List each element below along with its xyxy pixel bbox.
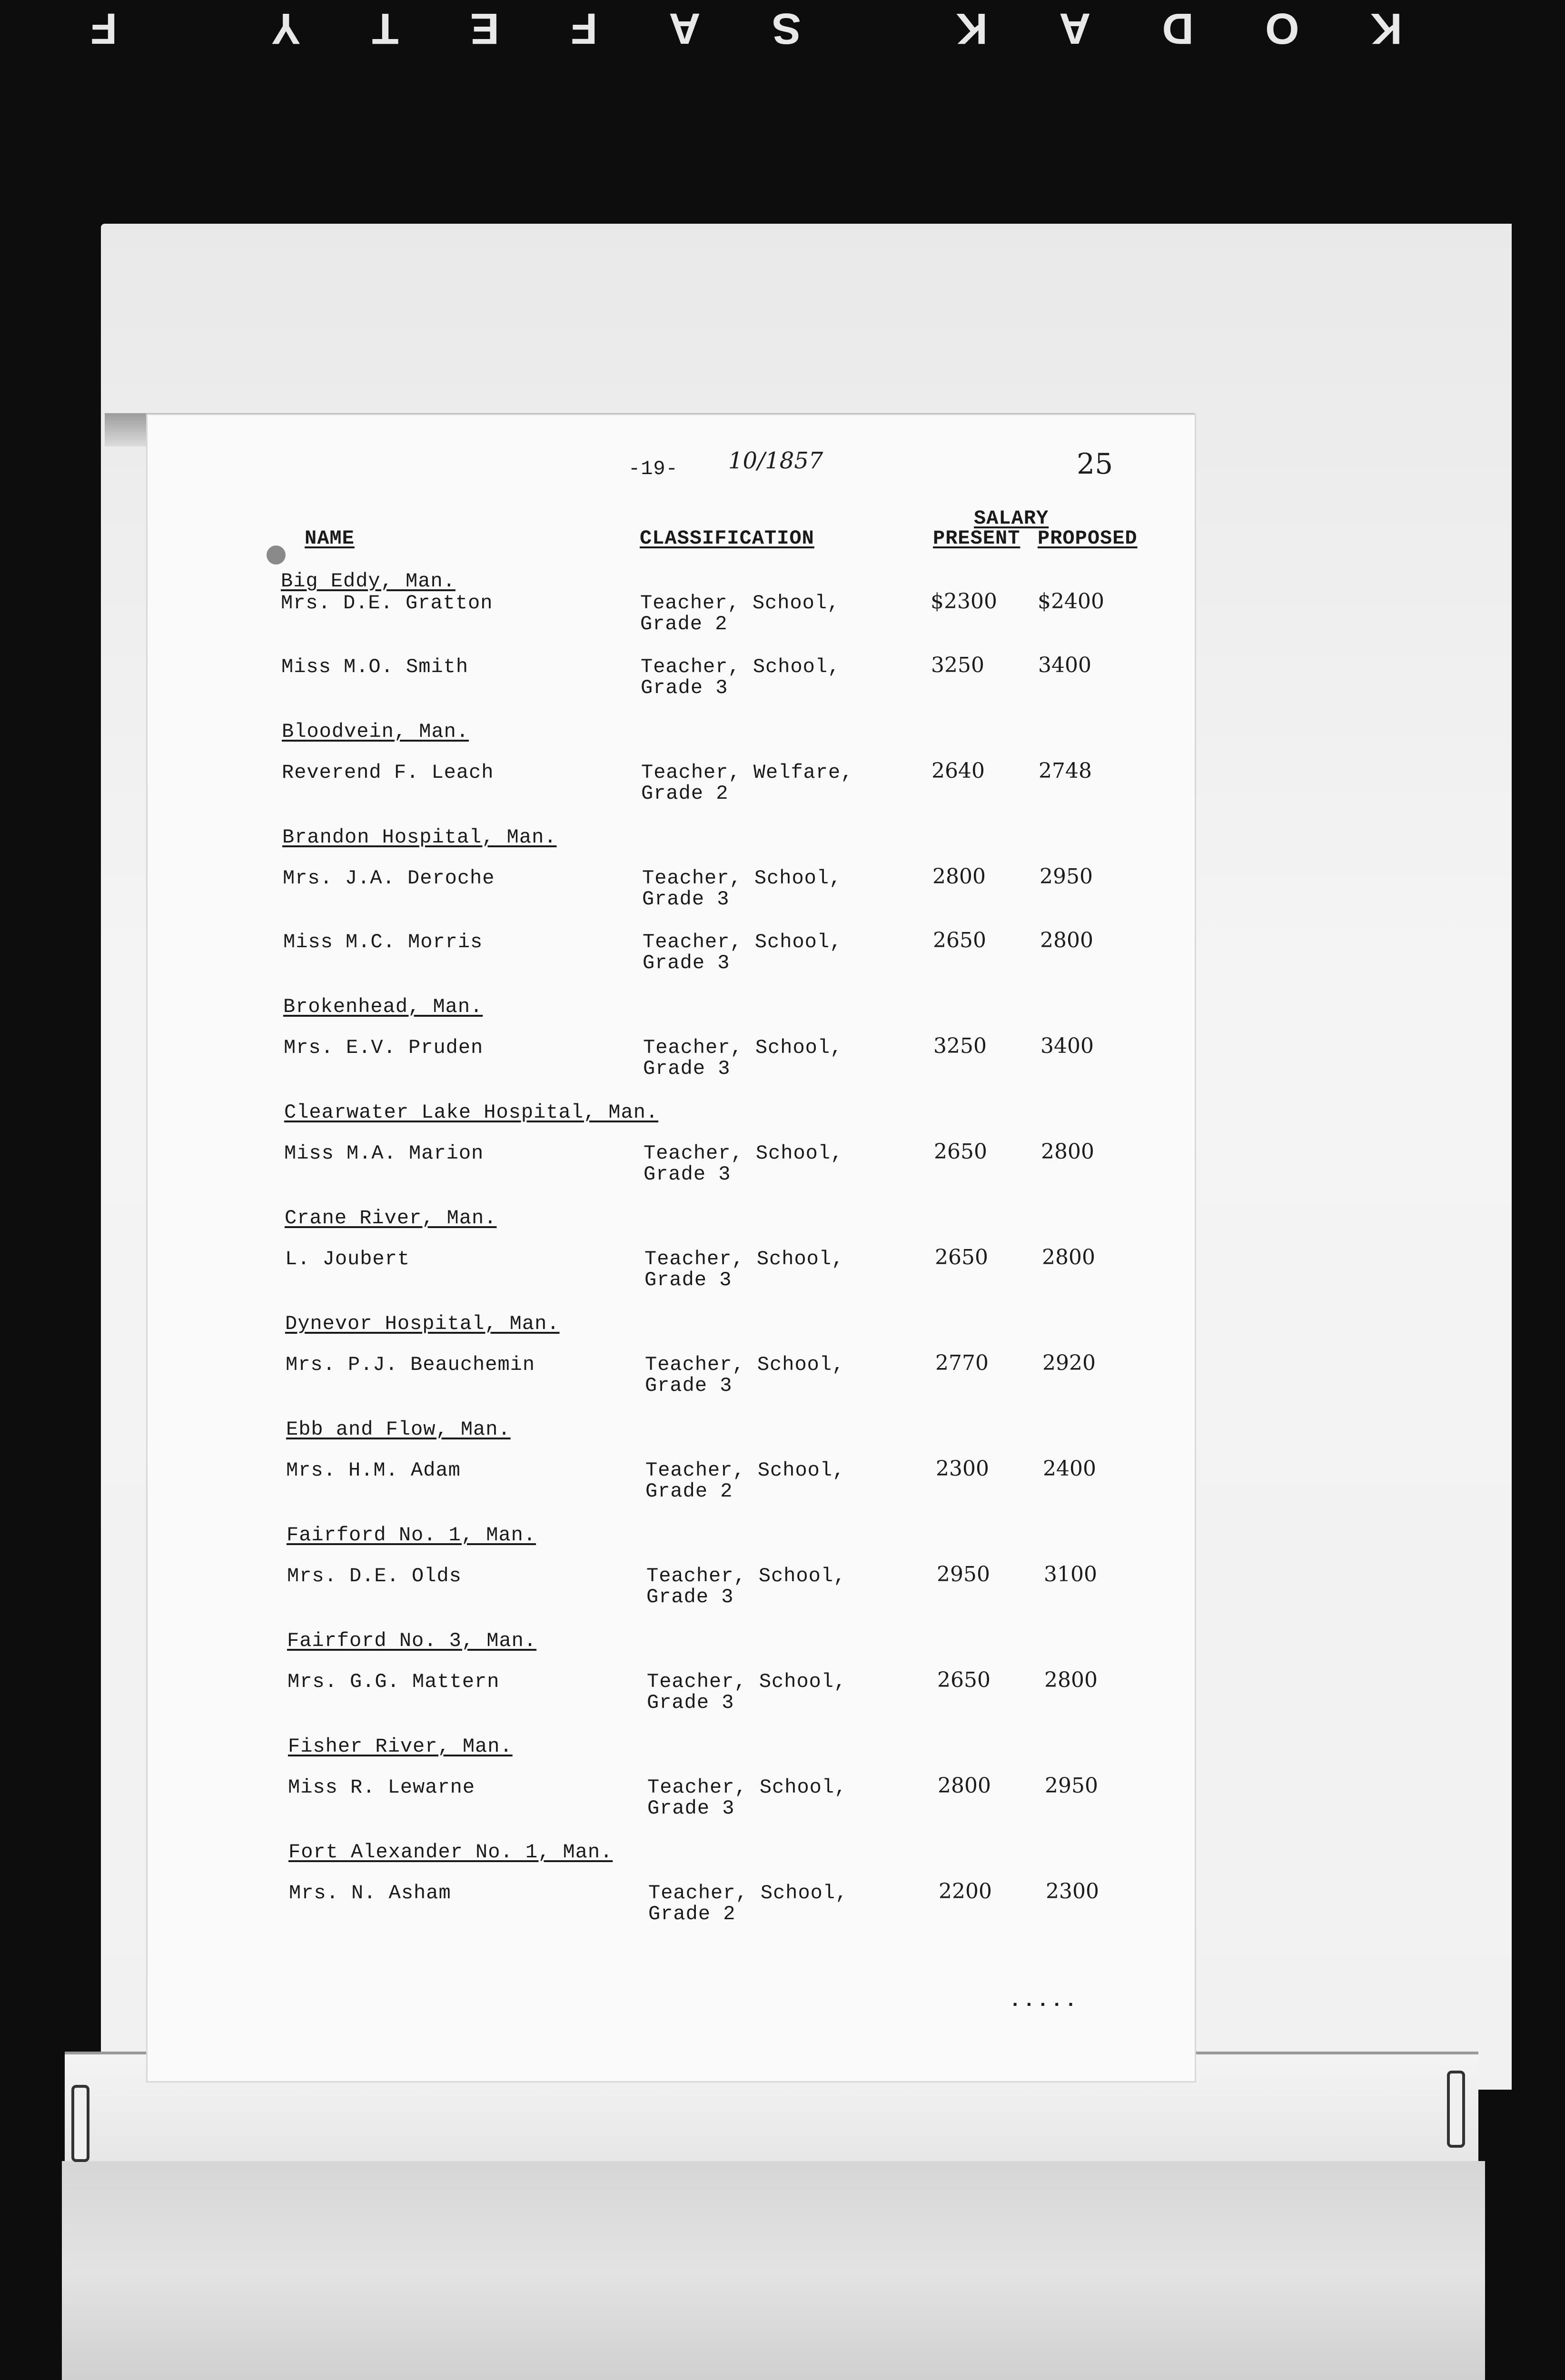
- location-heading: Fairford No. 1, Man.: [287, 1524, 536, 1547]
- page-marker: -19-: [628, 457, 678, 480]
- page-number: 25: [1077, 447, 1113, 481]
- location-heading: Dynevor Hospital, Man.: [285, 1312, 560, 1335]
- classification-line-1: Teacher, School,: [644, 1248, 844, 1270]
- employee-name: Mrs. G.G. Mattern: [287, 1670, 500, 1693]
- classification-line-1: Teacher, School,: [640, 592, 840, 615]
- present-salary: 2200: [939, 1879, 992, 1904]
- classification-line-1: Teacher, School,: [644, 1142, 843, 1165]
- location-heading: Ebb and Flow, Man.: [286, 1418, 511, 1441]
- classification-line-1: Teacher, School,: [641, 655, 841, 678]
- classification-line-1: Teacher, School,: [648, 1882, 848, 1904]
- classification-line-2: Grade 2: [645, 1480, 733, 1503]
- classification-line-1: Teacher, School,: [647, 1670, 847, 1693]
- location-heading: Brokenhead, Man.: [283, 995, 483, 1018]
- proposed-salary: 3400: [1038, 653, 1091, 677]
- classification-line-2: Grade 2: [640, 613, 728, 635]
- proposed-salary: 2400: [1043, 1457, 1096, 1481]
- classification-line-1: Teacher, School,: [645, 1353, 845, 1376]
- present-salary: 2640: [931, 759, 985, 783]
- classification-line-2: Grade 3: [641, 676, 728, 699]
- punch-hole-icon: [267, 545, 286, 565]
- left-clip-icon: [71, 2085, 89, 2162]
- employee-name: Mrs. N. Asham: [289, 1882, 451, 1904]
- location-heading: Fort Alexander No. 1, Man.: [288, 1841, 613, 1864]
- continuation-dots: .....: [1009, 1989, 1079, 2012]
- location-heading: Clearwater Lake Hospital, Man.: [284, 1101, 659, 1124]
- film-edge-text: KODAK SAFETY F: [19, 4, 1402, 53]
- employee-name: Mrs. J.A. Deroche: [283, 867, 495, 890]
- proposed-salary: 2950: [1040, 864, 1093, 889]
- employee-name: L. Joubert: [285, 1248, 410, 1270]
- classification-line-1: Teacher, School,: [643, 1036, 843, 1059]
- employee-name: Reverend F. Leach: [282, 761, 494, 784]
- proposed-salary: 2300: [1046, 1879, 1099, 1904]
- present-header: PRESENT: [933, 527, 1020, 550]
- location-heading: Brandon Hospital, Man.: [282, 826, 557, 849]
- proposed-salary: 2800: [1042, 1245, 1095, 1269]
- handwritten-reference: 10/1857: [728, 447, 823, 474]
- classification-line-2: Grade 3: [642, 888, 730, 911]
- proposed-salary: $2400: [1038, 589, 1104, 614]
- proposed-salary: 2800: [1044, 1668, 1098, 1692]
- classification-line-1: Teacher, School,: [642, 867, 842, 890]
- present-salary: 2770: [935, 1351, 989, 1375]
- present-salary: $2300: [931, 589, 997, 614]
- location-heading: Crane River, Man.: [285, 1207, 497, 1230]
- present-salary: 2650: [933, 928, 986, 952]
- proposed-salary: 2920: [1042, 1351, 1096, 1375]
- employee-name: Miss M.A. Marion: [284, 1142, 484, 1165]
- film-edge-imprint: [0, 0, 1565, 57]
- proposed-salary: 2800: [1041, 1140, 1094, 1164]
- present-salary: 2800: [932, 864, 986, 889]
- employee-name: Miss M.C. Morris: [283, 931, 483, 953]
- location-heading: Big Eddy, Man.: [281, 570, 456, 593]
- present-salary: 2650: [935, 1245, 988, 1269]
- classification-line-2: Grade 3: [643, 1057, 731, 1080]
- location-heading: Bloodvein, Man.: [282, 720, 469, 743]
- location-heading: Fisher River, Man.: [288, 1735, 513, 1758]
- classification-line-2: Grade 2: [641, 782, 729, 805]
- present-salary: 2800: [938, 1774, 991, 1798]
- employee-name: Miss R. Lewarne: [288, 1776, 475, 1799]
- present-salary: 2300: [936, 1457, 989, 1481]
- classification-line-2: Grade 3: [644, 1269, 732, 1291]
- employee-name: Miss M.O. Smith: [281, 655, 469, 678]
- employee-name: Mrs. D.E. Gratton: [281, 592, 493, 615]
- classification-line-1: Teacher, School,: [643, 931, 842, 953]
- proposed-salary: 3400: [1040, 1034, 1094, 1058]
- present-salary: 2650: [934, 1140, 987, 1164]
- proposed-salary: 2950: [1045, 1774, 1098, 1798]
- board-lower-area: [62, 2161, 1485, 2380]
- present-salary: 3250: [933, 1034, 987, 1058]
- employee-name: Mrs. D.E. Olds: [287, 1565, 462, 1587]
- proposed-salary: 3100: [1044, 1562, 1097, 1587]
- right-clip-icon: [1447, 2071, 1465, 2148]
- classification-line-2: Grade 3: [645, 1374, 733, 1397]
- classification-header: CLASSIFICATION: [640, 527, 814, 550]
- proposed-salary: 2748: [1039, 759, 1092, 783]
- classification-line-1: Teacher, School,: [646, 1565, 846, 1587]
- name-header: NAME: [305, 527, 355, 550]
- classification-line-2: Grade 2: [648, 1903, 736, 1925]
- classification-line-2: Grade 3: [647, 1797, 735, 1820]
- location-heading: Fairford No. 3, Man.: [287, 1629, 537, 1652]
- classification-line-2: Grade 3: [644, 1163, 731, 1186]
- classification-line-2: Grade 3: [647, 1691, 734, 1714]
- salary-header: SALARY: [974, 507, 1049, 530]
- classification-line-1: Teacher, Welfare,: [641, 761, 853, 784]
- proposed-salary: 2800: [1040, 928, 1093, 952]
- present-salary: 2650: [937, 1668, 991, 1692]
- proposed-header: PROPOSED: [1038, 527, 1138, 550]
- present-salary: 2950: [937, 1562, 990, 1587]
- present-salary: 3250: [931, 653, 984, 677]
- employee-name: Mrs. E.V. Pruden: [284, 1036, 484, 1059]
- classification-line-2: Grade 3: [643, 952, 730, 974]
- employee-name: Mrs. H.M. Adam: [286, 1459, 461, 1482]
- classification-line-1: Teacher, School,: [645, 1459, 845, 1482]
- employee-name: Mrs. P.J. Beauchemin: [286, 1353, 535, 1376]
- classification-line-1: Teacher, School,: [647, 1776, 847, 1799]
- classification-line-2: Grade 3: [646, 1586, 734, 1608]
